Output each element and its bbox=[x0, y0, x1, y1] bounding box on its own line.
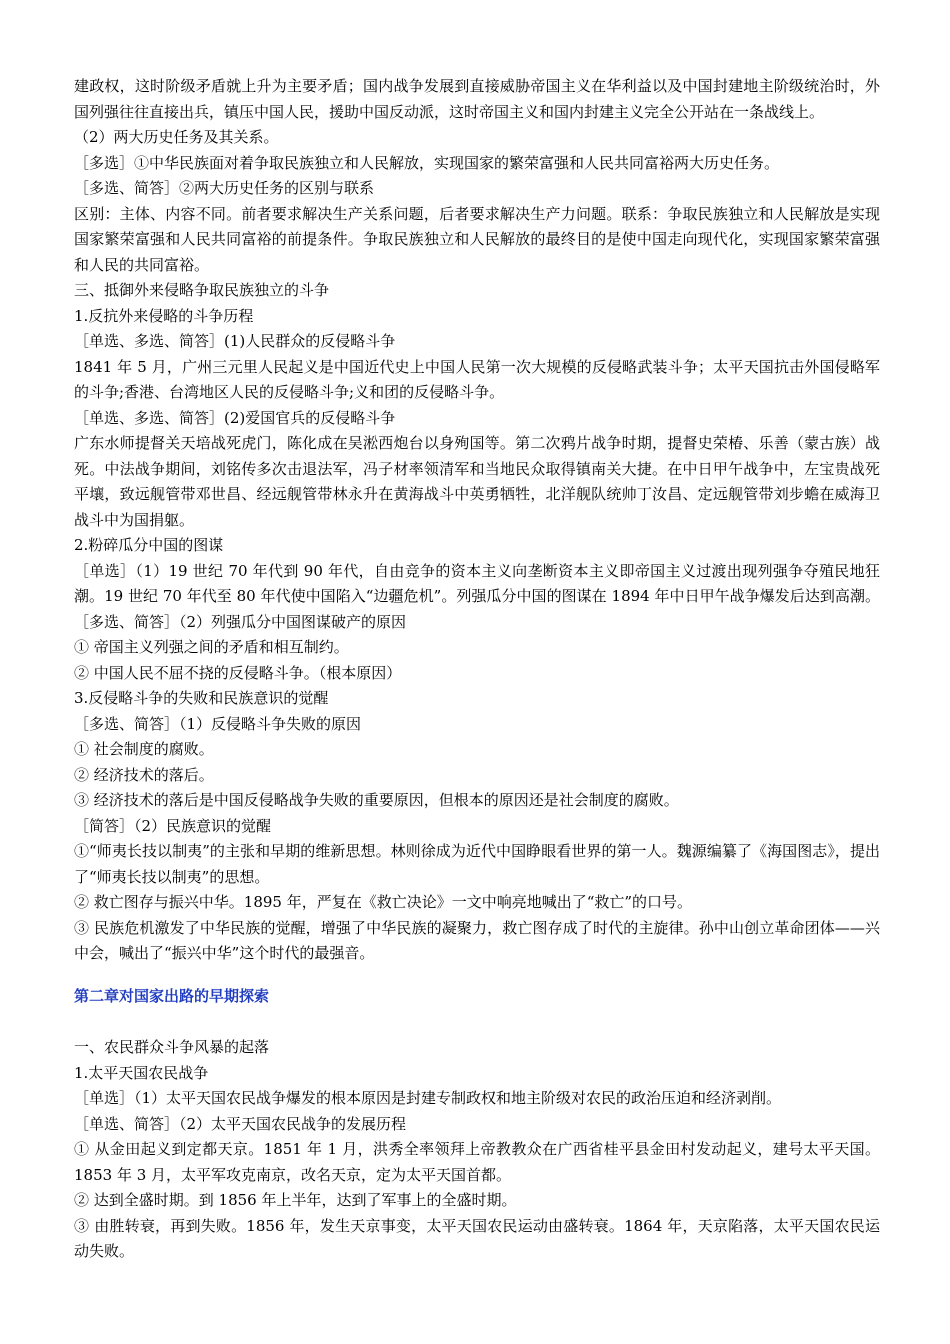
paragraph: ［单选、多选、简答］(2)爱国官兵的反侵略斗争 bbox=[74, 408, 396, 427]
list-item: ② 中国人民不屈不挠的反侵略斗争。（根本原因） bbox=[74, 663, 402, 682]
paragraph: ［多选］①中华民族面对着争取民族独立和人民解放，实现国家的繁荣富强和人民共同富裕两大历史任务。 bbox=[74, 153, 780, 172]
document-page bbox=[74, 74, 880, 1265]
subsection-heading: 1.反抗外来侵略的斗争历程 bbox=[74, 306, 254, 325]
list-item: ① 从金田起义到定都天京。1851 年 1 月，洪秀全率领拜上帝教教众在广西省桂平县金田村发动起义，建号太平天国。1853 年 3 月，太平军攻克南京，改名天京，定为太平天国首都。 bbox=[74, 1140, 880, 1184]
chapter-heading: 第二章对国家出路的早期探索 bbox=[74, 986, 270, 1005]
list-item: ① 帝国主义列强之间的矛盾和相互制约。 bbox=[74, 638, 349, 656]
section-heading: 一、农民群众斗争风暴的起落 bbox=[74, 1038, 270, 1056]
paragraph: ［单选、简答］（2）太平天国农民战争的发展历程 bbox=[74, 1114, 407, 1133]
list-item: ③ 由胜转衰，再到失败。1856 年，发生天京事变，太平天国农民运动由盛转衰。1864 年，天京陷落，太平天国农民运动失败。 bbox=[74, 1216, 880, 1260]
list-item: ② 经济技术的落后。 bbox=[74, 765, 214, 784]
paragraph: 区别：主体、内容不同。前者要求解决生产关系问题，后者要求解决生产力问题。联系：争取民族独立和人民解放是实现国家繁荣富强和人民共同富裕的前提条件。争取民族独立和人民解放的最终目的是使中国走向现代化，实现国家繁荣富强和人民的共同富裕。 bbox=[74, 204, 880, 274]
paragraph: ［多选、简答］②两大历史任务的区别与联系 bbox=[74, 179, 375, 197]
paragraph: 建政权，这时阶级矛盾就上升为主要矛盾；国内战争发展到直接威胁帝国主义在华利益以及中国封建地主阶级统治时，外国列强往往直接出兵，镇压中国人民，援助中国反动派，这时帝国主义和国内封建主义完全公开站在一条战线上。 bbox=[74, 77, 880, 121]
list-item: ③ 经济技术的落后是中国反侵略战争失败的重要原因，但根本的原因还是社会制度的腐败。 bbox=[74, 791, 679, 809]
section-heading: 三、抵御外来侵略争取民族独立的斗争 bbox=[74, 281, 330, 299]
list-item: ③ 民族危机激发了中华民族的觉醒，增强了中华民族的凝聚力，救亡图存成了时代的主旋律。孙中山创立革命团体——兴中会，喊出了“振兴中华”这个时代的最强音。 bbox=[74, 918, 880, 962]
paragraph: （2）两大历史任务及其关系。 bbox=[74, 128, 279, 146]
paragraph: 广东水师提督关天培战死虎门，陈化成在吴淞西炮台以身殉国等。第二次鸦片战争时期，提督史荣椿、乐善（蒙古族）战死。中法战争期间，刘铭传多次击退法军，冯子材率领清军和当地民众取得镇南关大捷。在中日甲午战争中，左宝贵战死平壤，致远舰管带邓世昌、经远舰管带林永升在黄海战斗中英勇牺牲，北洋舰队统帅丁汝昌、定远舰管带刘步蟾在威海卫战斗中为国捐躯。 bbox=[74, 434, 880, 529]
paragraph: ［多选、简答］（1）反侵略斗争失败的原因 bbox=[74, 714, 362, 733]
paragraph: 1841 年 5 月，广州三元里人民起义是中国近代史上中国人民第一次大规模的反侵略武装斗争；太平天国抗击外国侵略军的斗争;香港、台湾地区人民的反侵略斗争;义和团的反侵略斗争。 bbox=[74, 357, 880, 401]
list-item: ② 达到全盛时期。到 1856 年上半年，达到了军事上的全盛时期。 bbox=[74, 1191, 517, 1209]
subsection-heading: 2.粉碎瓜分中国的图谋 bbox=[74, 536, 224, 554]
paragraph: ［单选］（1）19 世纪 70 年代到 90 年代，自由竞争的资本主义向垄断资本主义即帝国主义过渡出现列强争夺殖民地狂潮。19 世纪 70 年代至 80 年代使中国陷入“边疆危机”。列强瓜分中国的图谋在 1894 年中日甲午战争爆发后达到高潮。［多选、简答］（2）列强瓜分中国图谋破产的原因 bbox=[74, 561, 880, 631]
paragraph: ［简答］（2）民族意识的觉醒 bbox=[74, 816, 272, 835]
subsection-heading: 1.太平天国农民战争 bbox=[74, 1063, 209, 1082]
paragraph: ［单选、多选、简答］(1)人民群众的反侵略斗争 bbox=[74, 332, 396, 350]
list-item: ① 社会制度的腐败。 bbox=[74, 740, 214, 758]
subsection-heading: 3.反侵略斗争的失败和民族意识的觉醒 bbox=[74, 689, 329, 707]
paragraph: ［单选］（1）太平天国农民战争爆发的根本原因是封建专制政权和地主阶级对农民的政治压迫和经济剥削。 bbox=[74, 1089, 782, 1107]
list-item: ② 救亡图存与振兴中华。1895 年，严复在《救亡决论》一文中响亮地喊出了“救亡”的口号。 bbox=[74, 893, 693, 911]
list-item: ①“师夷长技以制夷”的主张和早期的维新思想。林则徐成为近代中国睁眼看世界的第一人。魏源编纂了《海国图志》，提出了“师夷长技以制夷”的思想。 bbox=[74, 842, 880, 886]
